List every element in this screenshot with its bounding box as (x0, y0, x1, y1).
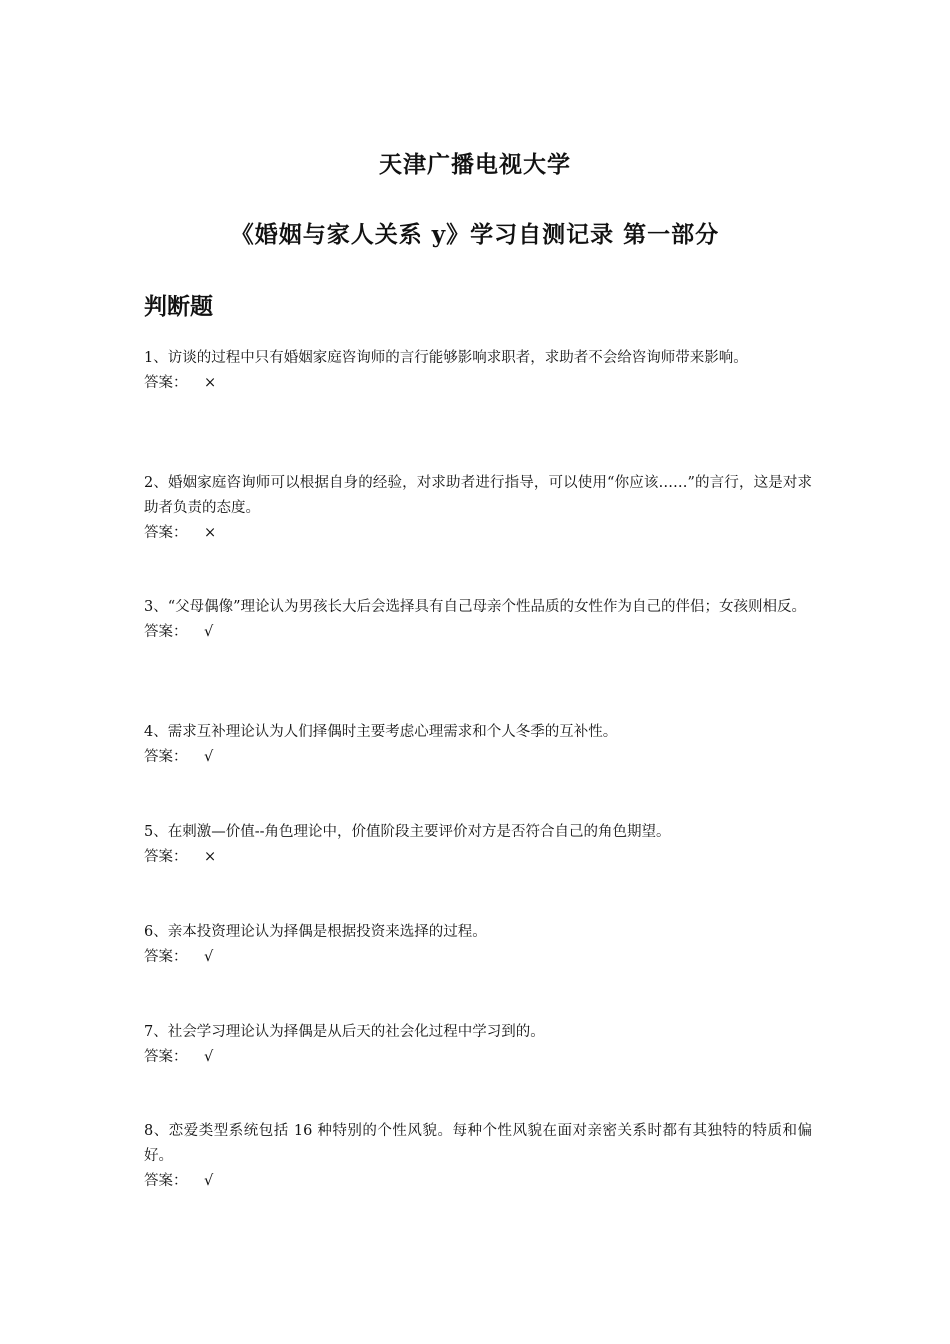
answer-line (144, 845, 812, 870)
question-text: 2、婚姻家庭咨询师可以根据自身的经验，对求助者进行指导，可以使用“你应该……”的言行，这是对求助者负责的态度。 (144, 475, 812, 516)
question-text: 8、恋爱类型系统包括 16 种特别的个性风貌。每种个性风貌在面对亲密关系时都有其独特的特质和偏好。 (144, 1123, 812, 1164)
answer-mark: √ (204, 749, 214, 765)
question-text: 4、需求互补理论认为人们择偶时主要考虑心理需求和个人冬季的互补性。 (144, 724, 618, 740)
answer-mark: √ (204, 949, 214, 965)
answer-label: 答案： (144, 949, 188, 965)
answer-line (144, 521, 812, 546)
school-title: 天津广播电视大学 (379, 151, 571, 178)
question-item-3 (144, 595, 812, 645)
question-text: 7、社会学习理论认为择偶是从后天的社会化过程中学习到的。 (144, 1024, 545, 1040)
answer-line (144, 1169, 812, 1194)
question-item-6 (144, 920, 812, 970)
answer-mark: √ (204, 624, 214, 640)
answer-label: 答案： (144, 624, 188, 640)
question-item-4 (144, 720, 812, 770)
question-text: 5、在刺激—价值--角色理论中，价值阶段主要评价对方是否符合自己的角色期望。 (144, 824, 671, 840)
document-title: 《婚姻与家人关系 y》学习自测记录 第一部分 (230, 221, 720, 248)
question-text: 3、“父母偶像”理论认为男孩长大后会选择具有自己母亲个性品质的女性作为自己的伴侣；女孩则相反。 (144, 599, 807, 615)
answer-line (144, 371, 812, 396)
answer-label: 答案： (144, 1049, 188, 1065)
question-item-2 (144, 471, 812, 546)
question-item-1 (144, 346, 812, 396)
answer-mark: √ (204, 1173, 214, 1189)
answer-mark: × (204, 525, 217, 541)
answer-label: 答案： (144, 849, 188, 865)
question-text: 6、亲本投资理论认为择偶是根据投资来选择的过程。 (144, 924, 487, 940)
answer-label: 答案： (144, 749, 188, 765)
question-text: 1、访谈的过程中只有婚姻家庭咨询师的言行能够影响求职者，求助者不会给咨询师带来影响。 (144, 350, 748, 366)
answer-label: 答案： (144, 375, 188, 391)
answer-mark: × (204, 375, 217, 391)
answer-line (144, 1045, 812, 1070)
question-item-7 (144, 1020, 812, 1070)
question-item-8 (144, 1119, 812, 1194)
answer-line (144, 745, 812, 770)
answer-label: 答案： (144, 525, 188, 541)
answer-label: 答案： (144, 1173, 188, 1189)
section-heading: 判断题 (144, 293, 213, 320)
answer-line (144, 945, 812, 970)
answer-line (144, 620, 812, 645)
answer-mark: × (204, 849, 217, 865)
answer-mark: √ (204, 1049, 214, 1065)
question-item-5 (144, 820, 812, 870)
